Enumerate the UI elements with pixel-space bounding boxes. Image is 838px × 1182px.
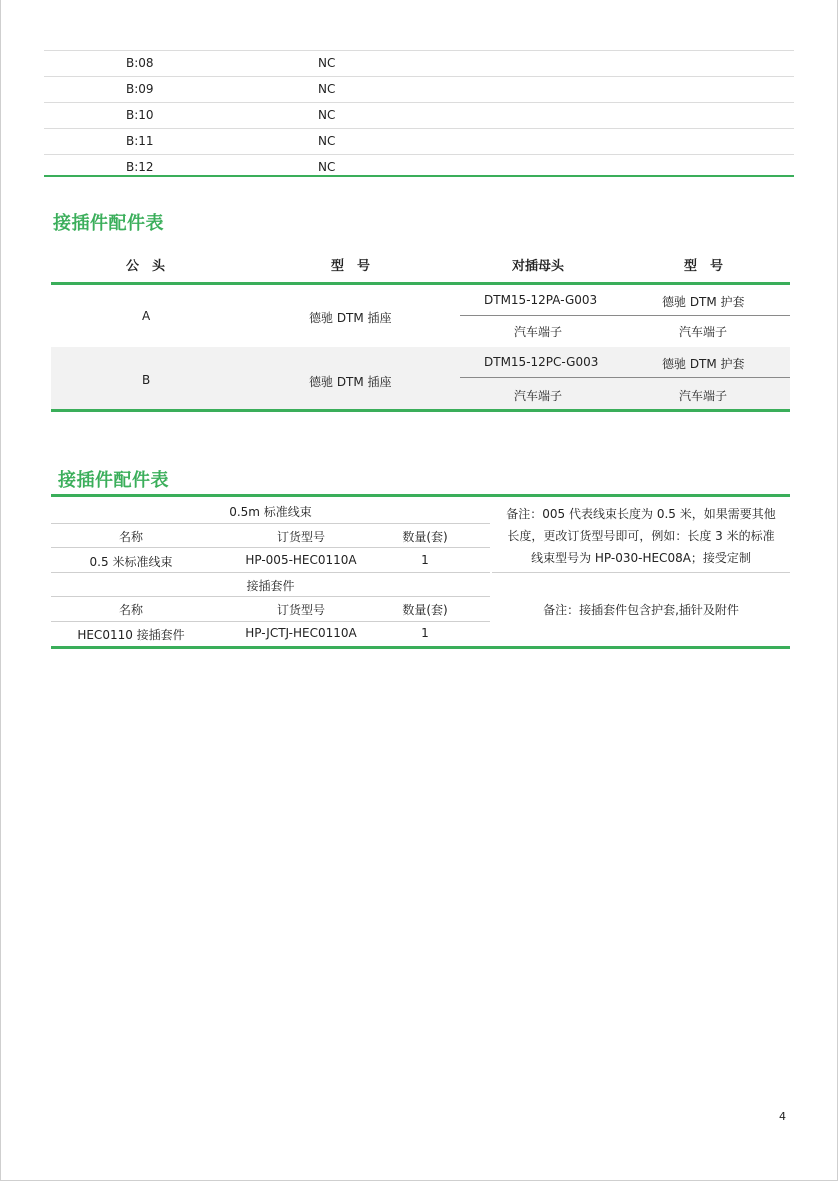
mating-cell: DTM15-12PC-G003 (484, 355, 599, 369)
terminal-model-cell: 汽车端子 (679, 389, 728, 403)
harness-caption: 0.5m 标准线束 (229, 505, 312, 519)
kit-caption: 接插套件 (246, 579, 295, 593)
harness-note (492, 503, 790, 569)
terminal-model-cell: 汽车端子 (679, 325, 728, 339)
kit-order-no: HP-JCTJ-HEC0110A (245, 626, 357, 640)
harness-qty: 1 (421, 553, 429, 567)
terminal-cell: 汽车端子 (514, 325, 563, 339)
male-cell: A (142, 309, 151, 323)
inner-divider (460, 315, 790, 316)
row-divider (492, 572, 790, 573)
mating-cell: DTM15-12PA-G003 (484, 293, 598, 307)
model-cell: 德驰 DTM 插座 (309, 311, 392, 325)
kit-note: 备注：接插套件包含护套,插针及附件 (543, 603, 739, 617)
note-line: 长度，更改订货型号即可，例如：长度 3 米的标准 (507, 529, 775, 543)
page-number: 4 (779, 1110, 786, 1123)
pin-function: NC (318, 134, 336, 148)
male-cell: B (142, 373, 151, 387)
mating-model-cell: 德驰 DTM 护套 (662, 295, 745, 309)
pin-function: NC (318, 108, 336, 122)
note-line: 备注：005 代表线束长度为 0.5 米，如果需要其他 (506, 507, 776, 521)
pin-id: B:09 (126, 82, 154, 96)
section-title: 接插件配件表 (53, 213, 164, 234)
table-row (44, 50, 794, 76)
pin-id: B:11 (126, 134, 154, 148)
kit-qty: 1 (421, 626, 429, 640)
col-qty-header: 数量(套) (402, 603, 448, 617)
col-qty-header: 数量(套) (402, 530, 448, 544)
pin-function: NC (318, 160, 336, 174)
header-male: 公 头 (126, 259, 166, 274)
row-divider (51, 547, 490, 548)
inner-divider (460, 377, 790, 378)
header-mating: 对插母头 (512, 259, 565, 274)
terminal-cell: 汽车端子 (514, 389, 563, 403)
pin-id: B:10 (126, 108, 154, 122)
harness-name: 0.5 米标准线束 (89, 555, 173, 569)
table-row (51, 285, 790, 347)
col-order-header: 订货型号 (276, 603, 325, 617)
row-divider (51, 523, 490, 524)
kit-name: HEC0110 接插套件 (77, 628, 185, 642)
note-line: 线束型号为 HP-030-HEC08A；接受定制 (531, 551, 751, 565)
row-divider (51, 572, 490, 573)
table-row (51, 347, 790, 409)
table-bottom-rule (51, 646, 790, 649)
col-name-header: 名称 (118, 530, 143, 544)
pin-id: B:12 (126, 160, 154, 174)
table-top-rule (51, 494, 790, 497)
table-bottom-rule (51, 409, 790, 412)
pin-function: NC (318, 56, 336, 70)
mating-model-cell: 德驰 DTM 护套 (662, 357, 745, 371)
row-divider (51, 596, 490, 597)
pin-id: B:08 (126, 56, 154, 70)
table-bottom-rule (44, 175, 794, 177)
col-order-header: 订货型号 (276, 530, 325, 544)
pin-table (44, 50, 794, 180)
connector-table (51, 247, 790, 413)
model-cell: 德驰 DTM 插座 (309, 375, 392, 389)
table-row (44, 128, 794, 154)
header-mating-model: 型 号 (684, 259, 724, 274)
table-row (44, 102, 794, 128)
table-row (44, 76, 794, 102)
col-name-header: 名称 (118, 603, 143, 617)
row-divider (51, 621, 490, 622)
accessory-table (51, 494, 790, 650)
section-title: 接插件配件表 (58, 470, 169, 491)
table-header (51, 247, 790, 282)
header-model: 型 号 (331, 259, 371, 274)
pin-function: NC (318, 82, 336, 96)
harness-order-no: HP-005-HEC0110A (245, 553, 357, 567)
